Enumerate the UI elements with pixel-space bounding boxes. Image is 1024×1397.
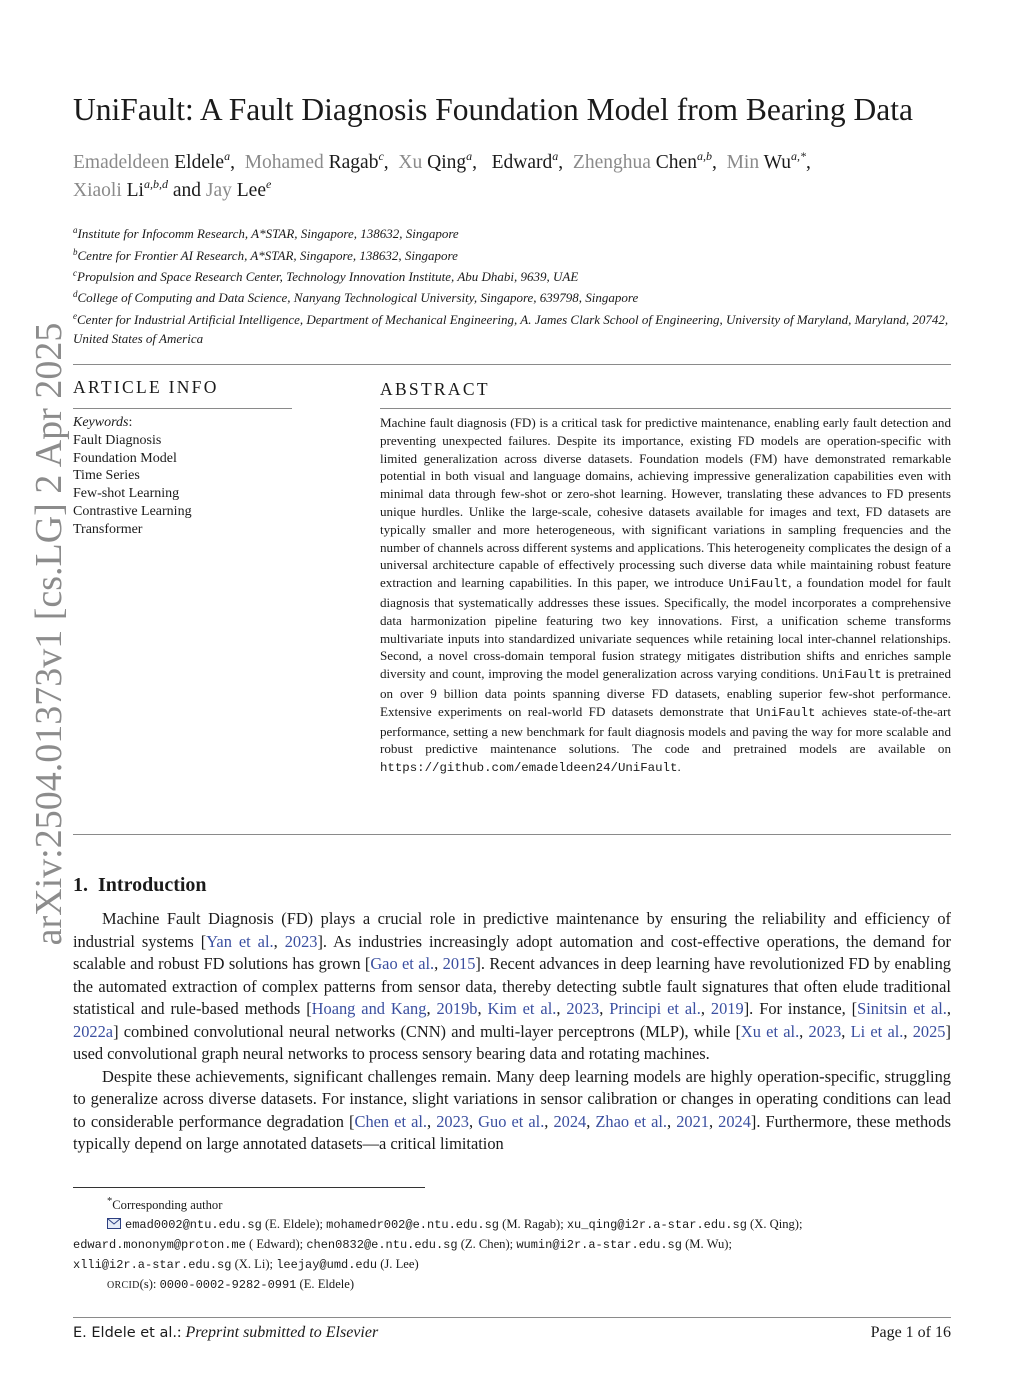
- author-affiliation-mark: a,*: [791, 149, 806, 163]
- author-affiliation-mark: a,b,d: [143, 177, 168, 191]
- citation-link[interactable]: Guo et al.: [478, 1111, 545, 1131]
- email-address[interactable]: xu_qing@i2r.a-star.edu.sg: [566, 1218, 747, 1233]
- author-first-name: Xu: [398, 152, 423, 173]
- page-number: Page 1 of 16: [870, 1324, 951, 1341]
- abstract-heading: ABSTRACT: [380, 379, 490, 399]
- keyword: Fault Diagnosis: [73, 432, 162, 448]
- orcid-link[interactable]: 0000-0002-9282-0991: [159, 1278, 297, 1293]
- email-line: xlli@i2r.a-star.edu.sg (X. Li); leejay@umd.edu (J. Lee): [73, 1257, 419, 1273]
- footer-rule: [73, 1317, 951, 1318]
- author-name: [491, 149, 559, 173]
- envelope-icon: [107, 1216, 121, 1227]
- author-name: [244, 149, 384, 173]
- email-address[interactable]: emad0002@ntu.edu.sg: [125, 1218, 262, 1233]
- affiliation-d: $^d$College of Computing and Data Science, Nanyang Technological University, Singapore, 639798, Singapore: [73, 289, 639, 305]
- keyword: Time Series: [73, 468, 140, 484]
- citation-link[interactable]: 2022a: [73, 1021, 114, 1041]
- corresponding-author-note: *Corresponding author: [107, 1196, 223, 1213]
- citation-link[interactable]: Hoang and Kang: [311, 999, 427, 1018]
- author-last-name: Chen: [655, 152, 697, 173]
- citation-link[interactable]: Li et al.: [850, 1021, 904, 1041]
- email-address[interactable]: edward.mononym@proton.me: [73, 1238, 246, 1253]
- author-last-name: Lee: [236, 180, 266, 201]
- citation-link[interactable]: 2024: [718, 1111, 751, 1131]
- author-last-name: Qing: [427, 152, 467, 173]
- citation-link[interactable]: Zhao et al.: [595, 1111, 668, 1131]
- email-line: emad0002@ntu.edu.sg (E. Eldele); mohamedr002@e.ntu.edu.sg (M. Ragab); xu_qing@i2r.a-star.edu.sg (X. Qing);: [73, 1215, 953, 1235]
- author-first-name: Xiaoli: [73, 180, 122, 201]
- email-address[interactable]: xlli@i2r.a-star.edu.sg: [73, 1258, 232, 1273]
- author-first-name: Min: [726, 152, 760, 173]
- email-address[interactable]: mohamedr002@e.ntu.edu.sg: [326, 1218, 499, 1233]
- citation-link[interactable]: Sinitsin et al.: [857, 999, 947, 1018]
- email-address[interactable]: wumin@i2r.a-star.edu.sg: [516, 1238, 682, 1253]
- author-name: [398, 149, 473, 173]
- keyword: Contrastive Learning: [73, 503, 192, 519]
- author-emails: [73, 1215, 953, 1275]
- citation-link[interactable]: 2024: [553, 1111, 587, 1131]
- introduction-body: [73, 908, 951, 1156]
- author-last-name: Edward: [491, 152, 553, 173]
- model-name: UniFault: [728, 577, 789, 592]
- affiliation-e: $^e$Center for Industrial Artificial Intelligence, Department of Mechanical Engineering, A. James Clark School of Engineering, University of Maryland, Maryland, 20742, United States of America: [73, 311, 949, 346]
- citation-link[interactable]: Gao et al.: [370, 954, 435, 973]
- author-affiliation-mark: a: [552, 149, 559, 163]
- author-name: [572, 149, 712, 173]
- author-affiliation-mark: a,b: [696, 149, 712, 163]
- article-info-divider: [73, 408, 292, 409]
- running-footer: E. Eldele et al.: Preprint submitted to Elsevier: [73, 1324, 379, 1341]
- email-address[interactable]: chen0832@e.ntu.edu.sg: [306, 1238, 458, 1253]
- citation-link[interactable]: Xu et al.: [740, 1021, 800, 1041]
- author-affiliation-mark: e: [265, 177, 272, 191]
- affiliation-c: $^c$Propulsion and Space Research Center, Technology Innovation Institute, Abu Dhabi, 9639, UAE: [73, 268, 579, 284]
- keywords-label: Keywords:: [73, 415, 133, 430]
- arxiv-identifier-stamp: arXiv:2504.01373v1 [cs.LG] 2 Apr 2025: [28, 322, 70, 946]
- author-last-name: Wu: [763, 152, 791, 173]
- affiliation-a: $^a$Institute for Infocomm Research, A*STAR, Singapore, 138632, Singapore: [73, 225, 459, 241]
- keyword: Few-shot Learning: [73, 486, 180, 502]
- abstract-text: Machine fault diagnosis (FD) is a critical task for predictive maintenance, enabling early fault detection and preventing unexpected failures. Despite its importance, existing FD models are operation-specific with limited generalization across diverse datasets. Foundation models (FM) have demonstrated remarkable potential in both visual and language domains, achieving impressive generalization capabilities even with minimal data through few-shot or zero-shot learning. However, translating these advances to FD presents unique hurdles. Unlike the large-scale, cohesive datasets available for images and text, FD datasets are typically smaller and more heterogeneous, with significant variations in sampling frequencies and the number of channels across different systems and applications. This heterogeneity complicates the design of a universal architecture capable of effectively processing such diverse data while maintaining robust feature extraction and learning capabilities. In this paper, we introduce UniFault, a foundation model for fault diagnosis that systematically addresses these issues. Specifically, the model incorporates a comprehensive data harmonization pipeline featuring two key innovations. First, a unification scheme transforms multivariate inputs into standardized univariate sequences while retaining local inter-channel relationships. Second, a novel cross-domain temporal fusion strategy mitigates distribution shifts and enriches sample diversity and count, improving the model generalization across varying conditions. UniFault is pretrained on over 9 billion data points spanning diverse FD datasets, enabling superior few-shot performance. Extensive experiments on real-world FD datasets demonstrate that UniFault achieves state-of-the-art performance, setting a new benchmark for fault diagnosis models and paving the way for more scalable and robust predictive maintenance solutions. The code and pretrained models are available on https://github.com/emadeldeen24/UniFault.: [380, 415, 951, 776]
- footnotes: [73, 1192, 953, 1295]
- author-last-name: Ragab: [328, 152, 379, 173]
- section-heading-introduction: 1. Introduction: [73, 874, 207, 896]
- citation-link[interactable]: 2021: [676, 1111, 709, 1131]
- affiliation-b: $^b$Centre for Frontier AI Research, A*STAR, Singapore, 138632, Singapore: [73, 247, 458, 263]
- author-list: Emadeldeen Eldele$^a$, Mohamed Ragab$^c$, Xu Qing$^a$, Edward$^a$, Zhenghua Chen$^{a,b}$, Min $Wu^{a,*}$, Xiaoli Li$^{a,b,d}$ and Jay Lee$^e$: [73, 149, 816, 201]
- article-info-heading: ARTICLE INFO: [73, 377, 219, 397]
- intro-paragraph-2: Despite these achievements, significant challenges remain. Many deep learning models are highly operation-specific, struggling to generalize across diverse datasets. For instance, slight variations in sensor calibration or changes in operating conditions can lead to considerable performance degradation [Chen et al., 2023, Guo et al., 2024, Zhao et al., 2021, 2024]. Furthermore, these methods typically depend on large annotated datasets—a critical limitation: [73, 1066, 951, 1153]
- author-last-name: Li: [126, 180, 144, 201]
- citation-link[interactable]: 2023: [284, 931, 318, 951]
- intro-paragraph-1: Machine Fault Diagnosis (FD) plays a crucial role in predictive maintenance by ensuring the reliability and efficiency of industrial systems [Yan et al., 2023]. As industries increasingly adopt automation and cost-effective operations, the demand for scalable and robust FD solutions has grown [Gao et al., 2015]. Recent advances in deep learning have revolutionized FD by enabling the automated extraction of complex patterns from sensor data, thereby detecting subtle fault signatures that often elude traditional statistical and rule-based methods [Hoang and Kang, 2019b, Kim et al., 2023, Principi et al., 2019]. For instance, [Sinitsin et al., 2022a] combined convolutional neural networks (CNN) and multi-layer perceptrons (MLP), while [Xu et al., 2023, Li et al., 2025] used convolutional graph neural networks to process sensory bearing data and rotating machines.: [73, 909, 952, 1063]
- citation-link[interactable]: 2023: [566, 999, 600, 1018]
- author-name: [726, 149, 806, 173]
- citation-link[interactable]: Chen et al.: [354, 1111, 428, 1131]
- header-divider: [73, 364, 951, 365]
- author-last-name: Eldele: [174, 152, 225, 173]
- citation-link[interactable]: 2025: [912, 1021, 946, 1041]
- model-name: UniFault: [822, 668, 882, 683]
- author-affiliation-mark: c: [378, 149, 384, 163]
- author-first-name: Mohamed: [244, 152, 324, 173]
- author-name: [73, 149, 231, 173]
- email-address[interactable]: leejay@umd.edu: [276, 1258, 378, 1273]
- citation-link[interactable]: Principi et al.: [609, 999, 701, 1018]
- citation-link[interactable]: Kim et al.: [487, 999, 557, 1018]
- author-first-name: Jay: [205, 180, 232, 201]
- author-name: [73, 177, 168, 201]
- keyword: Foundation Model: [73, 450, 177, 466]
- model-name: UniFault: [755, 705, 816, 720]
- author-name: [205, 177, 272, 201]
- abstract-bottom-divider: [73, 834, 951, 835]
- email-line: edward.mononym@proton.me ( Edward); chen0832@e.ntu.edu.sg (Z. Chen); wumin@i2r.a-star.edu.sg (M. Wu);: [73, 1237, 732, 1253]
- author-first-name: Emadeldeen: [73, 152, 170, 173]
- code-repository-link[interactable]: https://github.com/emadeldeen24/UniFault: [380, 761, 678, 776]
- keywords-block: [73, 414, 192, 539]
- orcid-note: ORCID(s): 0000-0002-9282-0991 (E. Eldele): [107, 1277, 355, 1293]
- paper-title: UniFault: A Fault Diagnosis Foundation Model from Bearing Data: [73, 92, 913, 127]
- footnote-rule: [73, 1187, 425, 1188]
- author-first-name: Zhenghua: [572, 152, 651, 173]
- citation-link[interactable]: 2019b: [436, 999, 478, 1018]
- keyword: Transformer: [73, 521, 143, 537]
- citation-link[interactable]: 2023: [436, 1111, 469, 1131]
- author-affiliation-mark: a: [224, 149, 231, 163]
- citation-link[interactable]: 2019: [710, 999, 744, 1018]
- citation-link[interactable]: 2015: [442, 954, 476, 973]
- citation-link[interactable]: 2023: [808, 1021, 842, 1041]
- citation-link[interactable]: Yan et al.: [206, 931, 274, 951]
- author-affiliation-mark: a: [466, 149, 473, 163]
- abstract-divider: [380, 408, 951, 409]
